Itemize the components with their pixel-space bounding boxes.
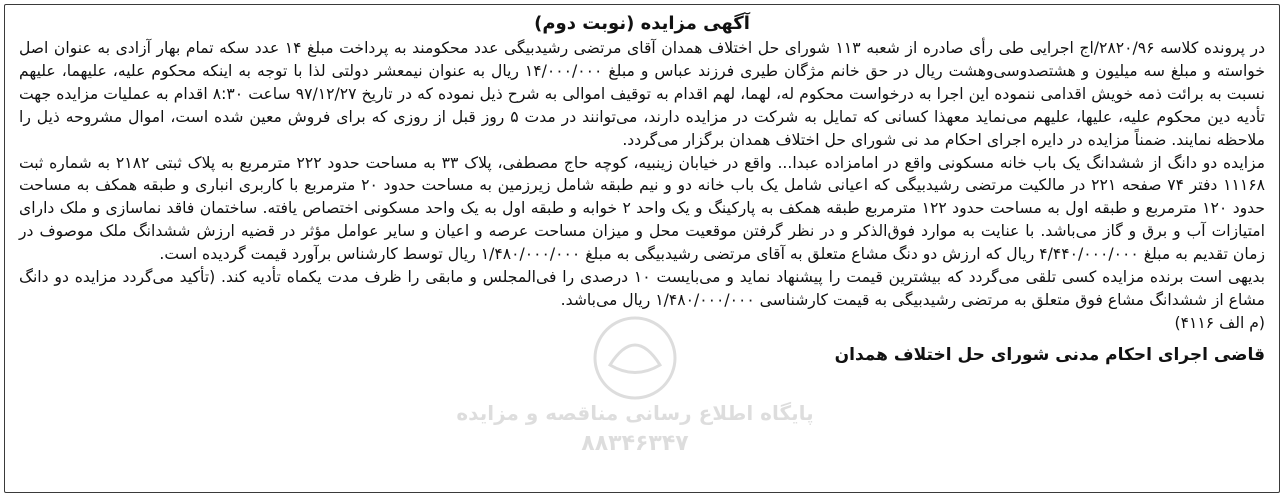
notice-paragraph-1: در پرونده کلاسه ۲۸۲۰/۹۶/اج اجرایی طی رأی صادره از شعبه ۱۱۳ شورای حل اختلاف همدان آقای مرتضی رشیدبیگی عدد محکومند به پرداخت مبلغ ۱۴ عدد سکه تمام بهار آزادی به عنوان اصل خواسته و مبلغ سه میلیون و هشتصدوسی‌وهشت ریال در حق خانم مژگان طیری فرزند عباس و مبلغ ۱۴/۰۰۰/۰۰۰ ریال به عنوان نیمعشر دولتی لذا با توجه به اینکه محکوم علیه، علیهما، علیهم نسبت به برائت ذمه خویش اقدامی ننموده این اجرا به درخواست محکوم له، لهما، لهم اقدام به توقیف اموالی به شرح ذیل نموده که در تاریخ ۹۷/۱۲/۲۷ ساعت ۸:۳۰ اقدام به عملیات مزایده جهت تأدیه دین محکوم علیه، علیها، علیهم می‌نماید معهذا کسانی که تمایل به شرکت در مزایده دارند، می‌توانند در مدت ۵ روز قبل از روزی که برای فروش معین شده است، اموال مشروحه ذیل را ملاحظه نمایند. ضمناً مزایده در دایره اجرای احکام مد نی شورای حل اختلاف همدان برگزار می‌گردد. [19,39,1266,149]
notice-reference: (م الف ۴۱۱۶) [1174,313,1265,332]
notice-title: آگهی مزایده (نوبت دوم) [534,13,750,34]
notice-signature: قاضی اجرای احکام مدنی شورای حل اختلاف همدان [834,344,1265,365]
notice-paragraph-3: بدیهی است برنده مزایده کسی تلقی می‌گردد که بیشترین قیمت را پیشنهاد نماید و می‌بایست ۱۰ درصدی را فی‌المجلس و مابقی را ظرف مدت یکماه تأدیه کند. (تأکید می‌گردد مزایده دو دانگ مشاع از ششدانگ مشاع فوق متعلق به مرتضی رشیدبیگی به قیمت کارشناسی ۱/۴۸۰/۰۰۰/۰۰۰ ریال می‌باشد. [19,268,1265,309]
watermark-line1: پایگاه اطلاع رسانی مناقصه و مزایده [456,401,814,425]
notice-paragraph-2: مزایده دو دانگ از ششدانگ یک باب خانه مسکونی واقع در امامزاده عبدا... واقع در خیابان زینبیه، کوچه حاج مصطفی، پلاک ۳۳ به مساحت حدود ۲۲۲ مترمربع به پلاک ثبتی ۲۱۸۲ به شماره ثبت ۱۱۱۶۸ دفتر ۷۴ صفحه ۲۲۱ در مالکیت مرتضی رشیدبیگی که اعیانی شامل یک باب خانه دو و نیم طبقه شامل زیرزمین به مساحت حدود ۲۰ مترمربع با کاربری انباری و طبقه همکف به مساحت حدود ۱۲۰ مترمربع و طبقه اول به مساحت حدود ۱۲۲ مترمربع طبقه همکف به پارکینگ و یک واحد ۲ خوابه و طبقه اول به یک واحد مسکونی اختصاص یافته. ساختمان فاقد نماسازی و ملک دارای امتیازات آب و برق و گاز می‌باشد. با عنایت به موارد فوق‌الذکر و در نظر گرفتن موقعیت محل و میزان مساحت عرصه و اعیان و سایر عوامل مؤثر در قضیه ارزش ششدانگ ملک موصوف در زمان تقدیم به مبلغ ۴/۴۴۰/۰۰۰/۰۰۰ ریال که ارزش دو دنگ مشاع متعلق به آقای مرتضی رشیدبیگی به مبلغ ۱/۴۸۰/۰۰۰/۰۰۰ ریال توسط کارشناس برآورد قیمت گردیده است. [19,153,1265,264]
notice-frame [4,4,1280,493]
watermark-line2: ۸۸۳۴۶۳۴۷ [581,431,689,456]
notice-content [19,11,1265,369]
